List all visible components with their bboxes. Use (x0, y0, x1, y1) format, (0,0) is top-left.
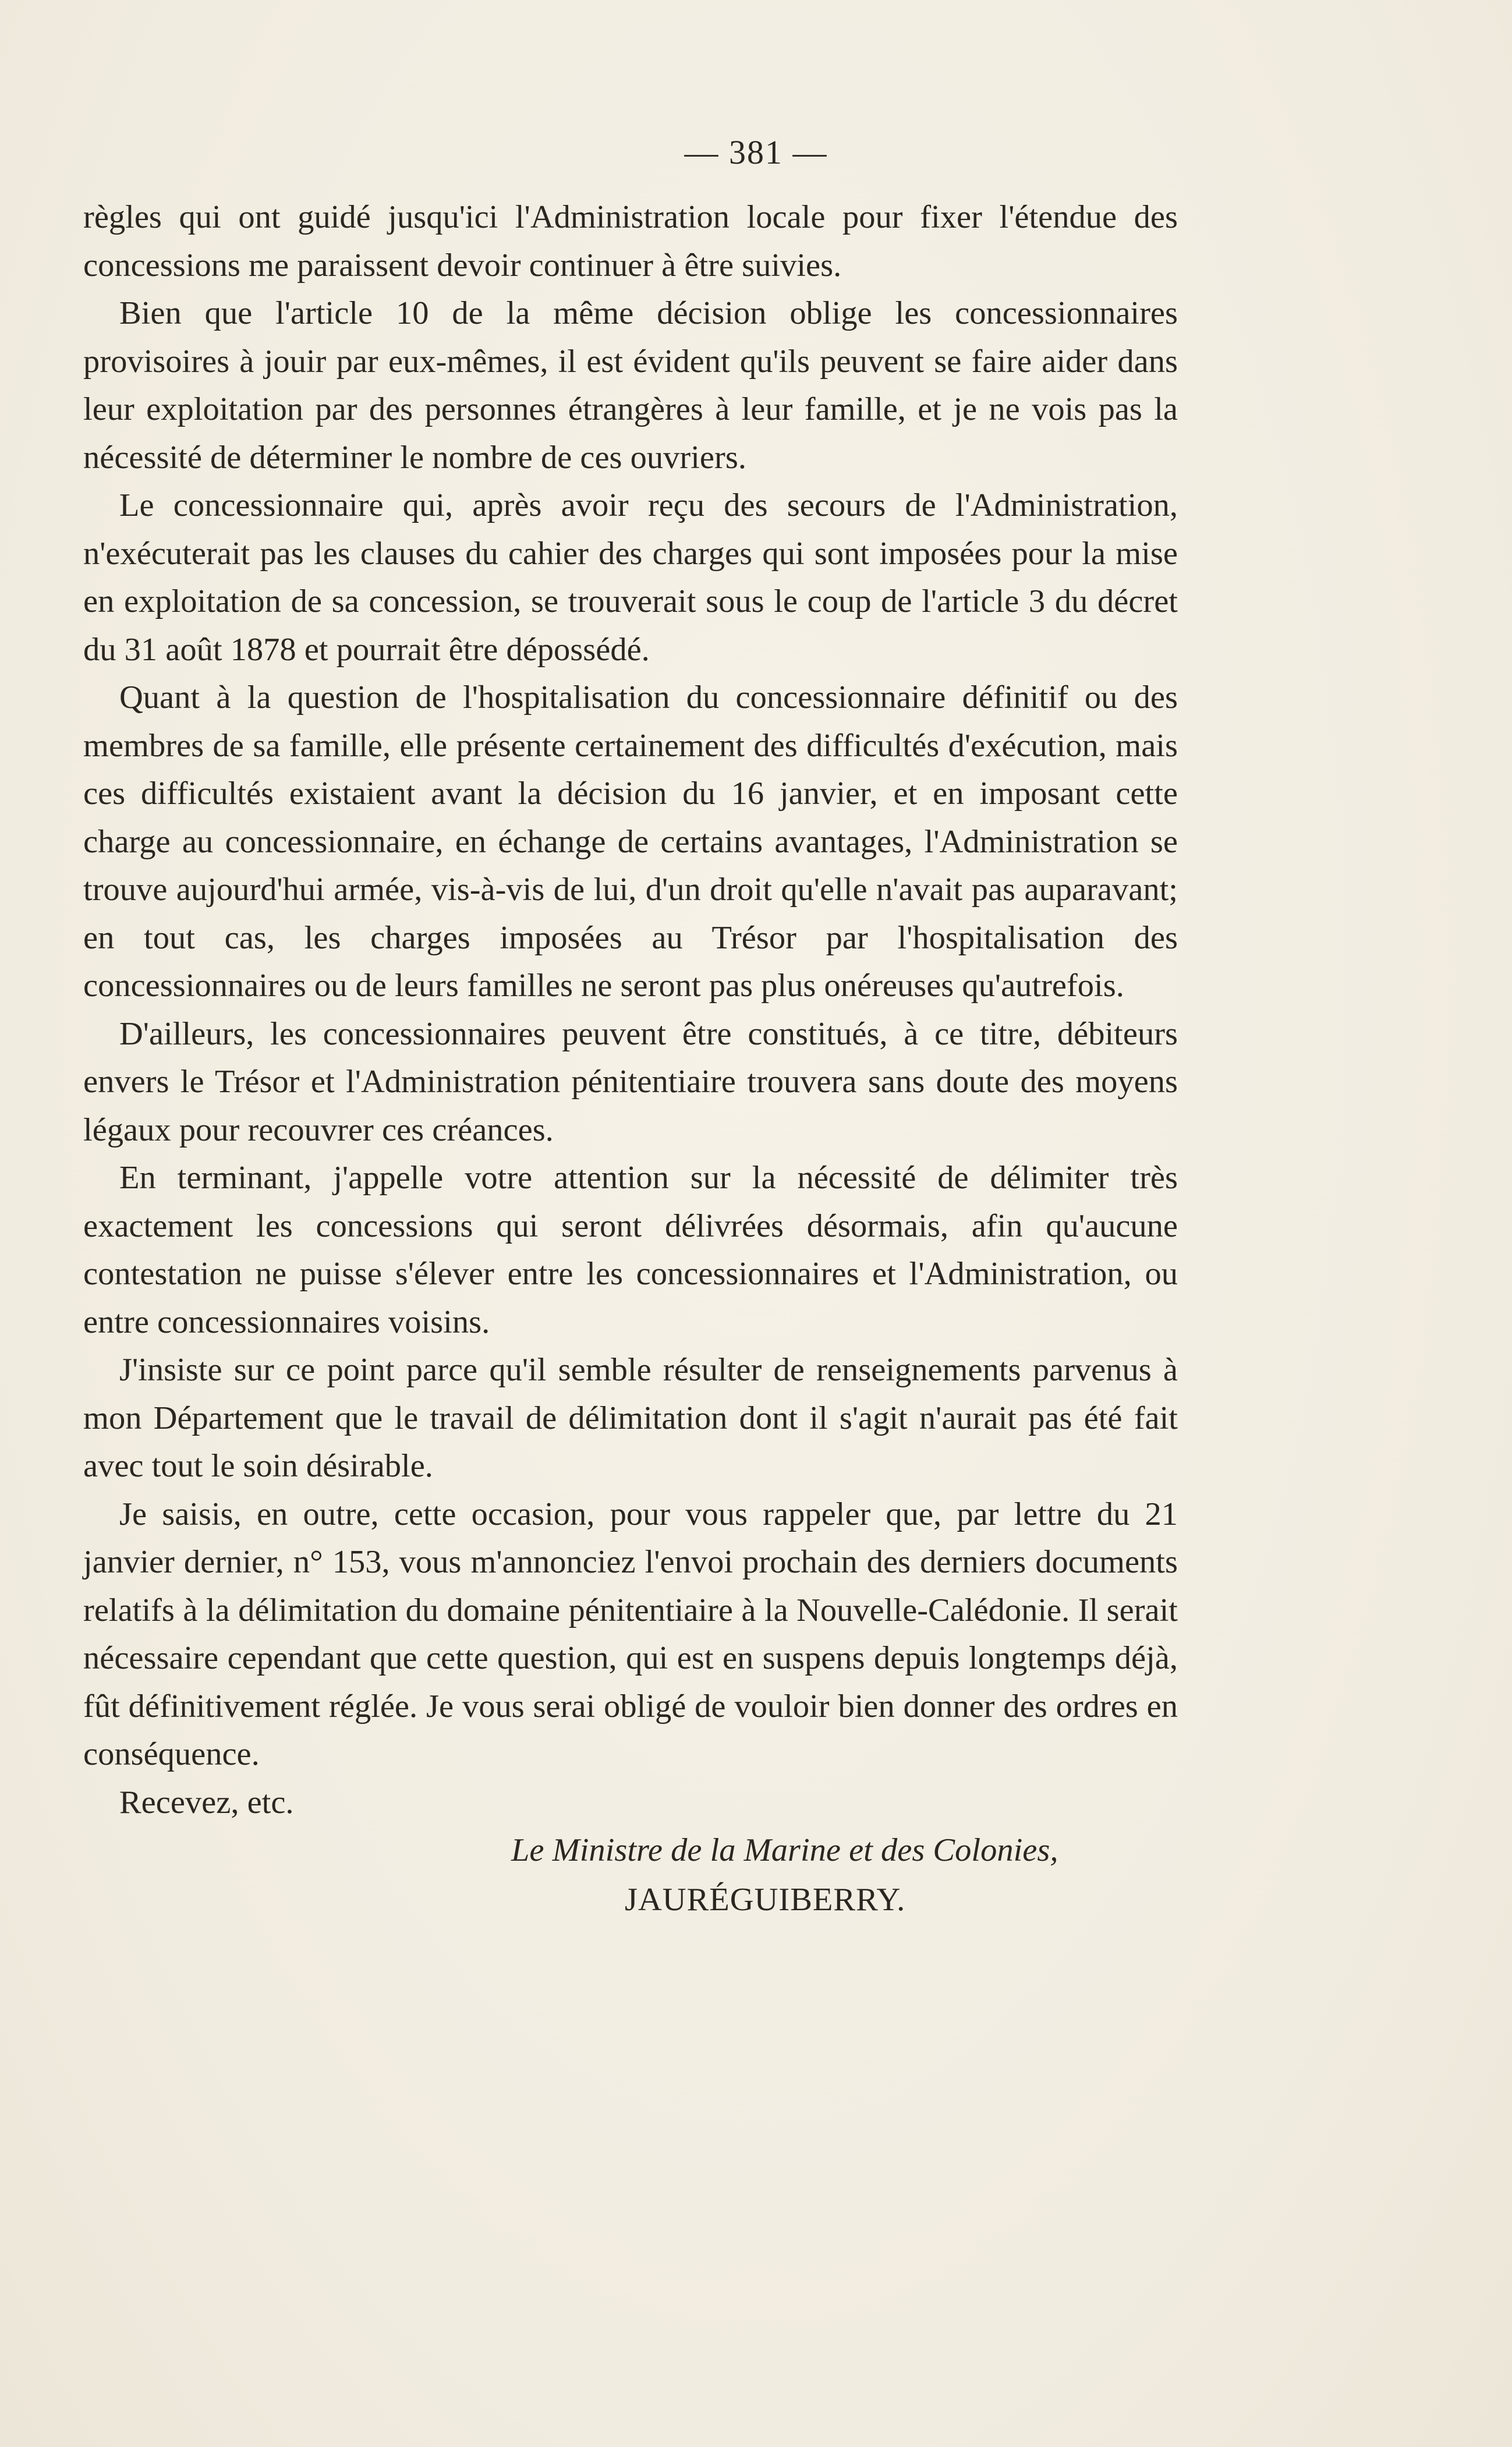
paragraph-4: Quant à la question de l'hospitalisation du concessionnaire définitif ou des membres de sa famille, elle présente certainement des difficultés d'exécution, mais ces difficultés existaient avant la décision du 16 janvier, et en imposant cette charge au concessionnaire, en échange de certains avantages, l'Administration se trouve aujourd'hui armée, vis-à-vis de lui, d'un droit qu'elle n'avait pas auparavant; en tout cas, les charges imposées au Trésor par l'hospitalisation des concessionnaires ou de leurs familles ne seront pas plus onéreuses qu'autrefois. (83, 679, 1178, 1004)
paragraph-3: Le concessionnaire qui, après avoir reçu des secours de l'Administration, n'exécuterait pas les clauses du cahier des charges qui sont imposées pour la mise en exploitation de sa concession, se trouverait sous le coup de l'article 3 du décret du 31 août 1878 et pourrait être dépossédé. (83, 487, 1178, 668)
page-number: — 381 — (684, 133, 828, 171)
closing-formula: Recevez, etc. (119, 1784, 294, 1821)
paragraph-1: règles qui ont guidé jusqu'ici l'Administration locale pour fixer l'étendue des concessions me paraissent devoir continuer à être suivies. (83, 199, 1178, 284)
signature-title: Le Ministre de la Marine et des Colonies, (511, 1832, 1058, 1868)
paragraph-5: D'ailleurs, les concessionnaires peuvent être constitués, à ce titre, débiteurs envers le Trésor et l'Administration pénitentiaire trouvera sans doute des moyens légaux pour recouvrer ces créances. (83, 1015, 1178, 1148)
paragraph-8: Je saisis, en outre, cette occasion, pour vous rappeler que, par lettre du 21 janvier dernier, n° 153, vous m'annonciez l'envoi prochain des derniers documents relatifs à la délimitation du domaine pénitentiaire à la Nouvelle-Calédonie. Il serait nécessaire cependant que cette question, qui est en suspens depuis longtemps déjà, fût définitivement réglée. Je vous serai obligé de vouloir bien donner des ordres en conséquence. (83, 1496, 1178, 1772)
paragraph-7: J'insiste sur ce point parce qu'il semble résulter de renseignements parvenus à mon Département que le travail de délimitation dont il s'agit n'aurait pas été fait avec tout le soin désirable. (83, 1352, 1178, 1484)
signature-name: JAURÉGUIBERRY. (625, 1881, 906, 1918)
paragraph-6: En terminant, j'appelle votre attention sur la nécessité de délimiter très exactement les concessions qui seront délivrées désormais, afin qu'aucune contestation ne puisse s'élever entre les concessionnaires et l'Administration, ou entre concessionnaires voisins. (83, 1160, 1178, 1340)
letter-body (83, 193, 1178, 1924)
paragraph-2: Bien que l'article 10 de la même décision oblige les concessionnaires provisoires à jouir par eux-mêmes, il est évident qu'ils peuvent se faire aider dans leur exploitation par des personnes étrangères à leur famille, et je ne vois pas la nécessité de déterminer le nombre de ces ouvriers. (83, 295, 1178, 476)
